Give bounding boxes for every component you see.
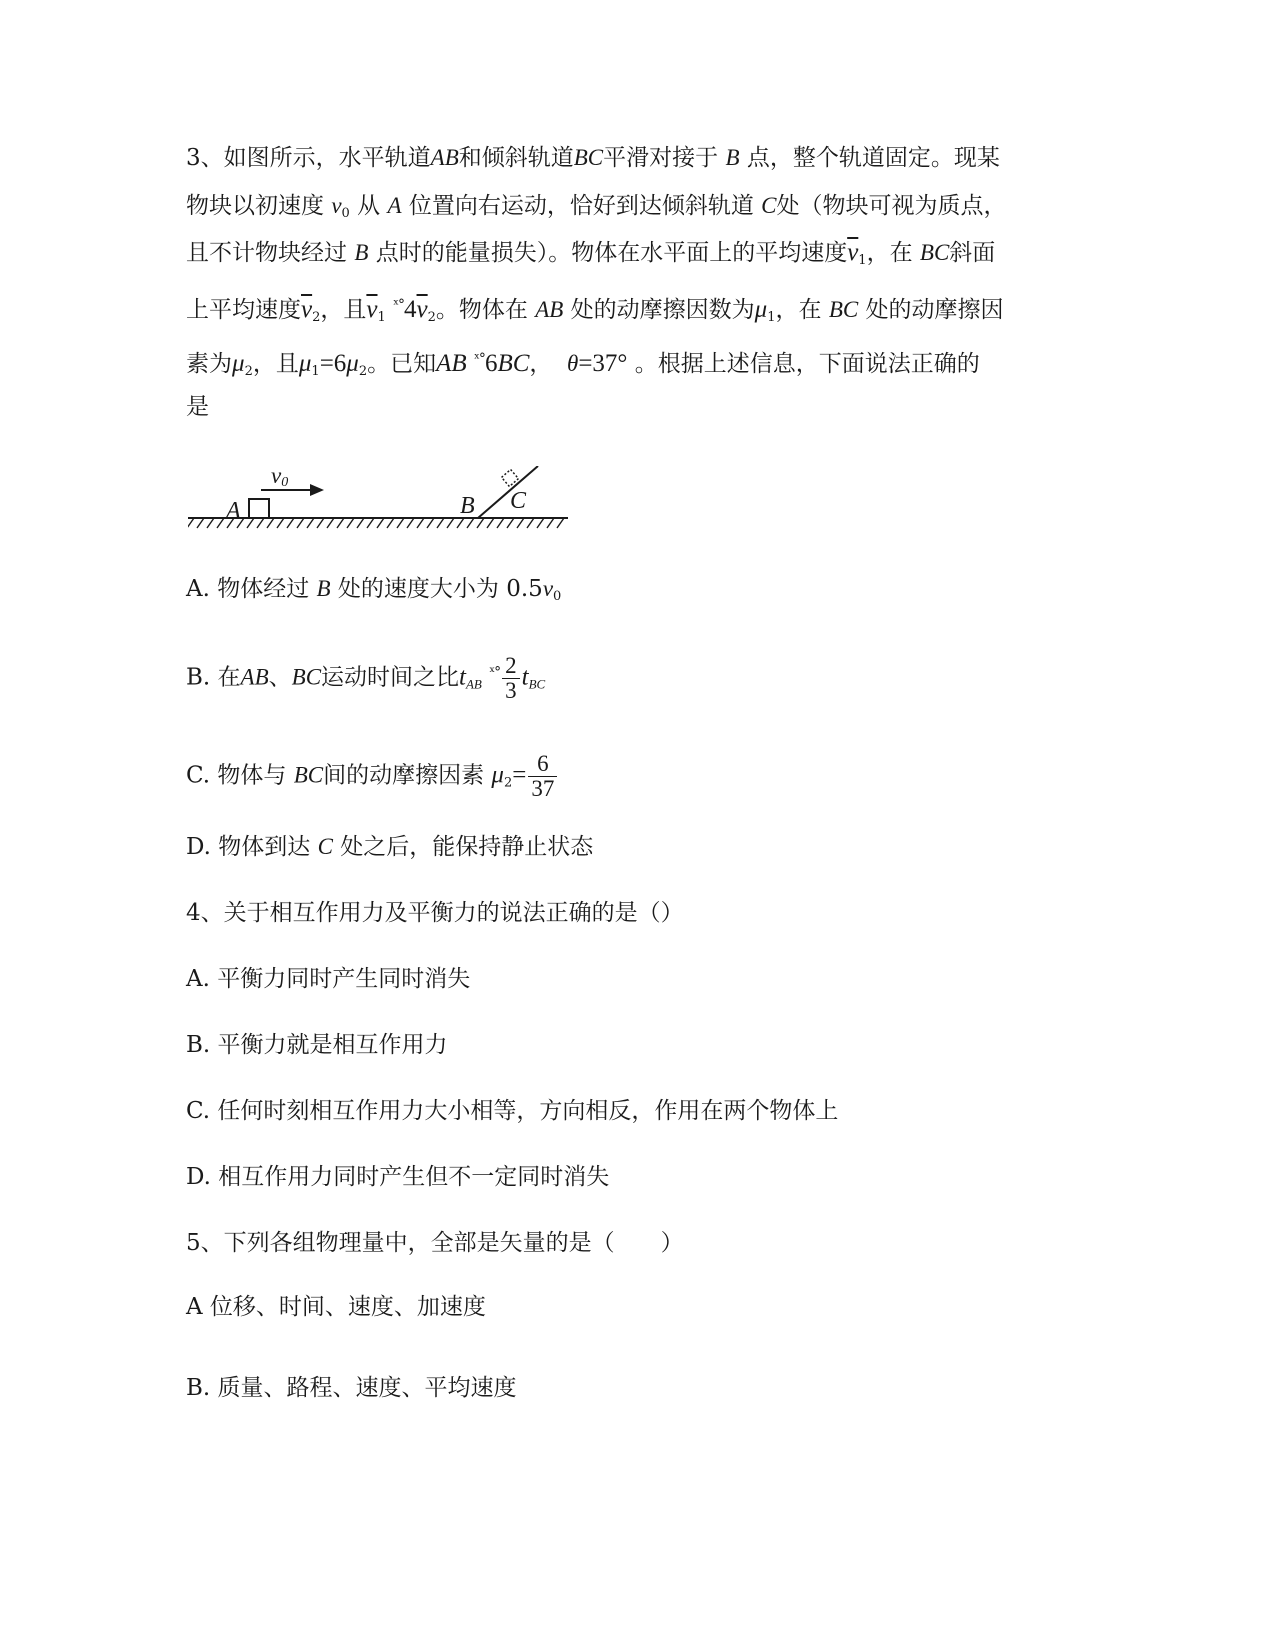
hatch-mark (477, 518, 484, 528)
var-mu: μ (754, 296, 768, 323)
hatch-mark (457, 518, 464, 528)
num: 4 (404, 296, 417, 323)
var-t: t (459, 663, 466, 691)
label-v0: v0 (271, 466, 289, 490)
var-bc: BC (828, 297, 859, 322)
text: 物块以初速度 (186, 193, 324, 219)
var-ab: AB (436, 350, 467, 377)
text: 素为 (186, 351, 232, 377)
hatch-mark (197, 518, 204, 528)
var-v-bar: $\overline{v}$ (847, 239, 859, 266)
text: 平滑对接于 (603, 145, 719, 171)
var-bc: BC (573, 145, 604, 170)
sub: 1 (858, 253, 867, 268)
hatch-mark (267, 518, 274, 528)
text: 且不计物块经过 (186, 240, 347, 266)
q3-line-2 (186, 191, 1006, 229)
var-v-bar: $\overline{v}$ (416, 296, 428, 323)
q4-option-b: B. 平衡力就是相互作用力 (186, 1032, 448, 1058)
label-b: B (460, 493, 475, 519)
var-b: B (354, 240, 369, 265)
denominator: 3 (505, 678, 517, 703)
text: C. 物体与 (186, 762, 287, 789)
hatch-mark (257, 518, 264, 528)
sub: 1 (377, 310, 386, 325)
relation-glyph: ˣ° (474, 351, 485, 367)
text: 上平均速度 (186, 297, 301, 323)
text: 和倾斜轨道 (458, 145, 574, 171)
var-b: B (725, 145, 740, 170)
var-b: B (316, 576, 331, 601)
q3-line-6 (186, 392, 209, 422)
q4-option-c: C. 任何时刻相互作用力大小相等，方向相反，作用在两个物体上 (186, 1098, 839, 1124)
var-bc: BC (291, 664, 322, 690)
text: 处的动摩擦因 (865, 297, 1004, 323)
var-mu: μ (298, 350, 312, 377)
var-a: A (387, 193, 402, 218)
text: A. 物体经过 (186, 576, 310, 602)
var-ab: AB (430, 145, 459, 170)
q4-stem: 4、关于相互作用力及平衡力的说法正确的是（） (186, 900, 684, 926)
q3-line-1 (186, 143, 1000, 173)
var-bc: BC (919, 240, 950, 265)
numerator: 2 (502, 654, 520, 679)
text: 、 (268, 664, 292, 691)
label-a: A (226, 498, 241, 524)
hatch-mark (447, 518, 454, 528)
sub: AB (465, 676, 482, 692)
hatch-mark (487, 518, 494, 528)
var-v-bar: $\overline{v}$ (301, 296, 313, 323)
track-diagram (188, 466, 578, 546)
hatch-mark (517, 518, 524, 528)
var-c: C (761, 193, 777, 218)
hatch-mark (297, 518, 304, 528)
q3-line-5 (186, 344, 980, 387)
text: ，且 (320, 297, 367, 323)
q3-line-3 (186, 238, 995, 276)
relation-glyph: ˣ° (393, 297, 405, 313)
equation-part: =6 (319, 350, 347, 377)
var-mu: μ (491, 761, 504, 789)
var-t: t (521, 663, 529, 691)
hatch-mark (507, 518, 514, 528)
text: 位置向右运动，恰好到达倾斜轨道 (408, 193, 754, 219)
numerator: 6 (528, 752, 557, 777)
fraction-6-37 (528, 752, 557, 801)
hatch-mark (188, 518, 194, 528)
incline-line (478, 466, 538, 518)
hatch-mark (407, 518, 414, 528)
hatch-mark (357, 518, 364, 528)
equals: = (512, 761, 527, 789)
q3-line-4 (186, 290, 1004, 333)
text: 处（物块可视为质点， (776, 193, 1007, 219)
var-c: C (317, 834, 333, 859)
relation-glyph: ˣ° (489, 664, 501, 681)
var-bc: BC (293, 762, 324, 788)
hatch-mark (207, 518, 214, 528)
var-mu: μ (232, 350, 245, 377)
text: ，且 (252, 351, 299, 377)
sub: 0 (553, 589, 562, 604)
q5-stem: 5、下列各组物理量中，全部是矢量的是（ ） (186, 1230, 684, 1256)
text: 点时的能量损失）。物体在水平面上的平均速度 (375, 240, 848, 266)
hatch-mark (547, 518, 554, 528)
text: 处之后，能保持静止状态 (340, 834, 594, 860)
text: 。已知 (367, 351, 437, 377)
q4-option-a: A. 平衡力同时产生同时消失 (186, 966, 471, 992)
var-v-bar: $\overline{v}$ (366, 296, 378, 323)
hatch-mark (537, 518, 544, 528)
hatch-mark (317, 518, 324, 528)
hatch-mark (557, 518, 564, 528)
denominator: 37 (531, 776, 555, 801)
sub: 2 (312, 310, 321, 325)
text: ，在 (866, 240, 913, 266)
fraction-2-3 (502, 654, 520, 703)
q3-option-a (186, 574, 561, 612)
hatch-mark (427, 518, 434, 528)
text: 3、如图所示，水平轨道 (186, 145, 431, 171)
text: 。物体在 (435, 297, 528, 323)
text: D. 物体到达 (186, 834, 311, 860)
var-theta: θ (567, 351, 579, 376)
q3-option-b (186, 654, 545, 703)
text: ， (529, 351, 553, 377)
text: 从 (357, 193, 381, 219)
hatch-mark (417, 518, 424, 528)
hatch-mark (247, 518, 254, 528)
hatch-mark (527, 518, 534, 528)
sub: 2 (244, 364, 253, 379)
hatch-mark (377, 518, 384, 528)
q5-option-b: B. 质量、路程、速度、平均速度 (186, 1375, 517, 1401)
hatch-mark (397, 518, 404, 528)
hatch-mark (467, 518, 474, 528)
hatch-mark (217, 518, 224, 528)
var-v: v (331, 193, 342, 218)
hatch-mark (387, 518, 394, 528)
hatch-mark (277, 518, 284, 528)
arrowhead (310, 484, 324, 496)
text: 处的动摩擦因数为 (570, 297, 755, 323)
label-c: C (510, 488, 527, 514)
hatch-mark (337, 518, 344, 528)
var-ab: AB (240, 664, 269, 690)
hatch-mark (327, 518, 334, 528)
num: 6 (484, 350, 498, 377)
var-mu: μ (346, 350, 359, 377)
sub: 1 (767, 310, 776, 325)
text: 斜面 (949, 240, 996, 266)
hatch-mark (367, 518, 374, 528)
sub: 2 (503, 775, 513, 791)
block-a (249, 499, 269, 518)
hatch-mark (307, 518, 314, 528)
text: 处的速度大小为 0.5 (337, 576, 543, 602)
hatch-mark (437, 518, 444, 528)
hatch-mark (347, 518, 354, 528)
text: 。根据上述信息，下面说法正确的 (634, 351, 980, 377)
q4-option-d: D. 相互作用力同时产生但不一定同时消失 (186, 1164, 610, 1190)
text: B. 在 (186, 664, 241, 691)
var-v: v (542, 576, 554, 601)
text: 是 (186, 394, 209, 420)
var-bc: BC (497, 350, 530, 377)
text: 间的动摩擦因素 (323, 762, 485, 789)
sub: 2 (427, 310, 436, 325)
ground-hatching (188, 518, 564, 528)
hatch-mark (287, 518, 294, 528)
sub: 0 (341, 206, 350, 221)
var-ab: AB (535, 297, 564, 322)
angle-value: =37° (578, 350, 628, 377)
text: 点，整个轨道固定。现某 (746, 145, 1000, 171)
text: 运动时间之比 (321, 664, 460, 691)
sub: BC (528, 676, 546, 692)
sub: 1 (311, 364, 320, 379)
q3-option-d (186, 832, 593, 862)
hatch-mark (497, 518, 504, 528)
q3-option-c (186, 752, 559, 801)
q5-option-a: A 位移、时间、速度、加速度 (186, 1294, 486, 1320)
sub: 2 (358, 364, 368, 379)
text: ，在 (775, 297, 822, 323)
